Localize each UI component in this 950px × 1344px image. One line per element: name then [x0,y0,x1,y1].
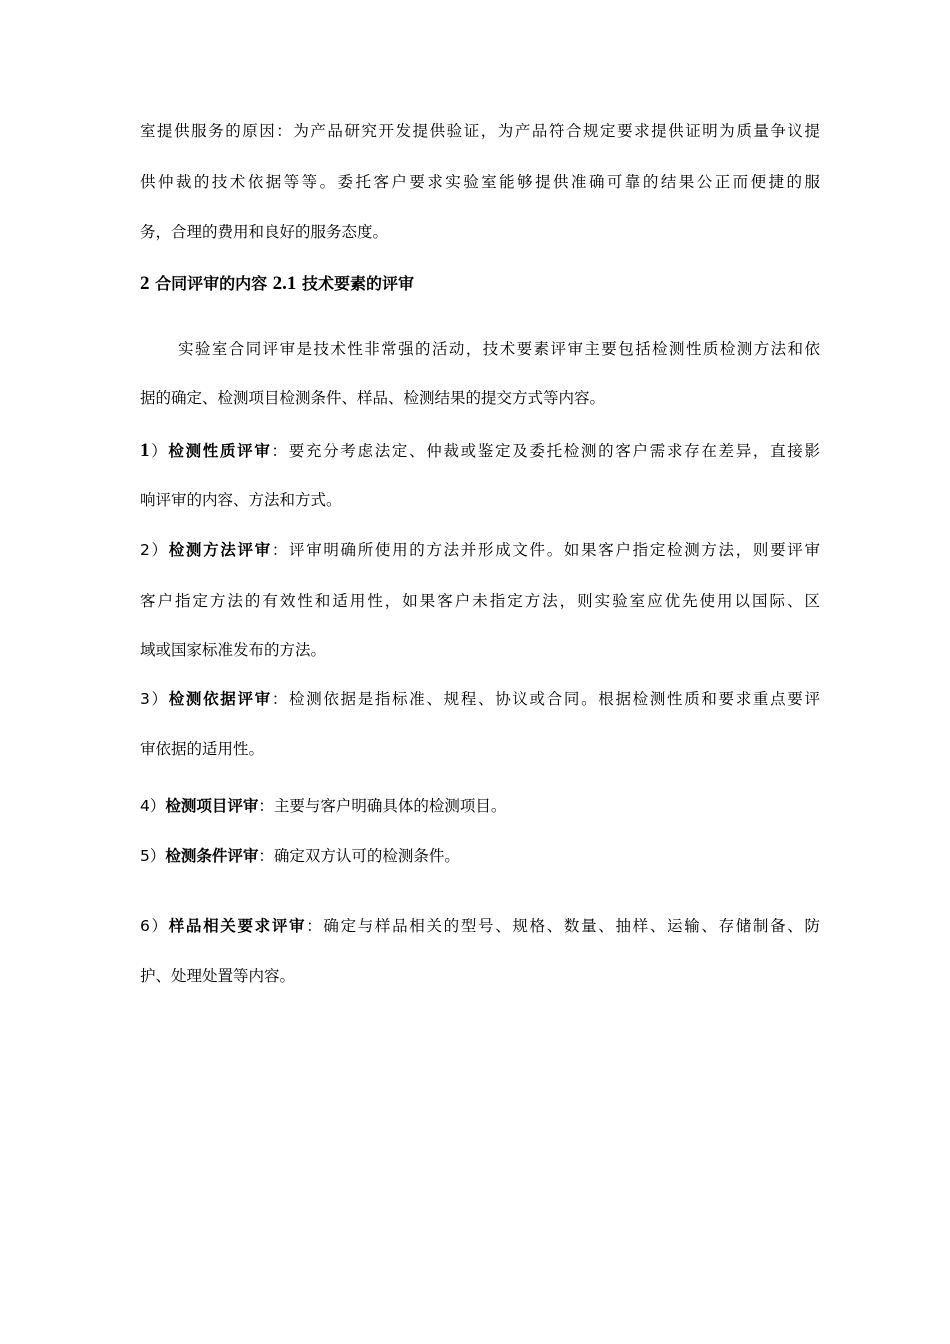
paragraph-1-line-1: 室提供服务的原因：为产品研究开发提供验证，为产品符合规定要求提供证明为质量争议提 [140,122,820,140]
item-2-term: 检测方法评审 [168,541,272,559]
item-3-marker: 3） [140,690,169,708]
item-1-text: ：要充分考虑法定、仲裁或鉴定及委托检测的客户需求存在差异，直接影 [271,442,820,460]
item-2-marker: 2） [140,541,169,559]
item-3-line-2: 审依据的适用性。 [140,740,265,758]
item-2-line-3: 域或国家标准发布的方法。 [140,641,327,659]
heading-number-1: 2 [140,273,150,294]
item-1-line-1 [140,440,820,462]
item-6-text: ：确定与样品相关的型号、规格、数量、抽样、运输、存储制备、防 [306,917,820,935]
item-4-line-1 [140,795,820,817]
item-6-line-1 [140,915,820,937]
heading-text-1: 合同评审的内容 [149,274,273,293]
item-1-term: 检测性质评审 [168,442,272,460]
heading-number-2: 2.1 [272,273,297,294]
item-4-text: ：主要与客户明确具体的检测项目。 [258,797,507,815]
item-6-marker: 6） [140,917,169,935]
item-2-text: ：评审明确所使用的方法并形成文件。如果客户指定检测方法，则要评审 [271,541,820,559]
item-3-line-1 [140,688,820,710]
paragraph-2-line-2: 据的确定、检测项目检测条件、样品、检测结果的提交方式等内容。 [140,389,606,407]
item-2-line-2: 客户指定方法的有效性和适用性，如果客户未指定方法，则实验室应优先使用以国际、区 [140,592,820,610]
item-1-paren: ） [149,442,169,460]
item-4-marker: 4） [140,797,166,815]
item-2-line-1 [140,539,820,561]
paragraph-1-line-3: 务，合理的费用和良好的服务态度。 [140,223,389,241]
item-5-marker: 5） [140,847,166,865]
item-5-term: 检测条件评审 [165,847,259,865]
heading-text-2: 技术要素的评审 [296,274,414,293]
item-5-line-1 [140,845,820,867]
item-1-line-2: 响评审的内容、方法和方式。 [140,491,342,509]
item-1-marker: 1 [140,440,150,461]
item-4-term: 检测项目评审 [165,797,259,815]
item-6-term: 样品相关要求评审 [168,917,307,935]
paragraph-2-line-1: 实验室合同评审是技术性非常强的活动，技术要素评审主要包括检测性质检测方法和依 [178,340,820,358]
item-5-text: ：确定双方认可的检测条件。 [258,847,460,865]
item-3-text: ：检测依据是指标准、规程、协议或合同。根据检测性质和要求重点要评 [271,690,820,708]
paragraph-1-line-2: 供仲裁的技术依据等等。委托客户要求实验室能够提供准确可靠的结果公正而便捷的服 [140,173,820,191]
item-6-line-2: 护、处理处置等内容。 [140,967,296,985]
item-3-term: 检测依据评审 [168,690,272,708]
section-heading [140,272,414,296]
